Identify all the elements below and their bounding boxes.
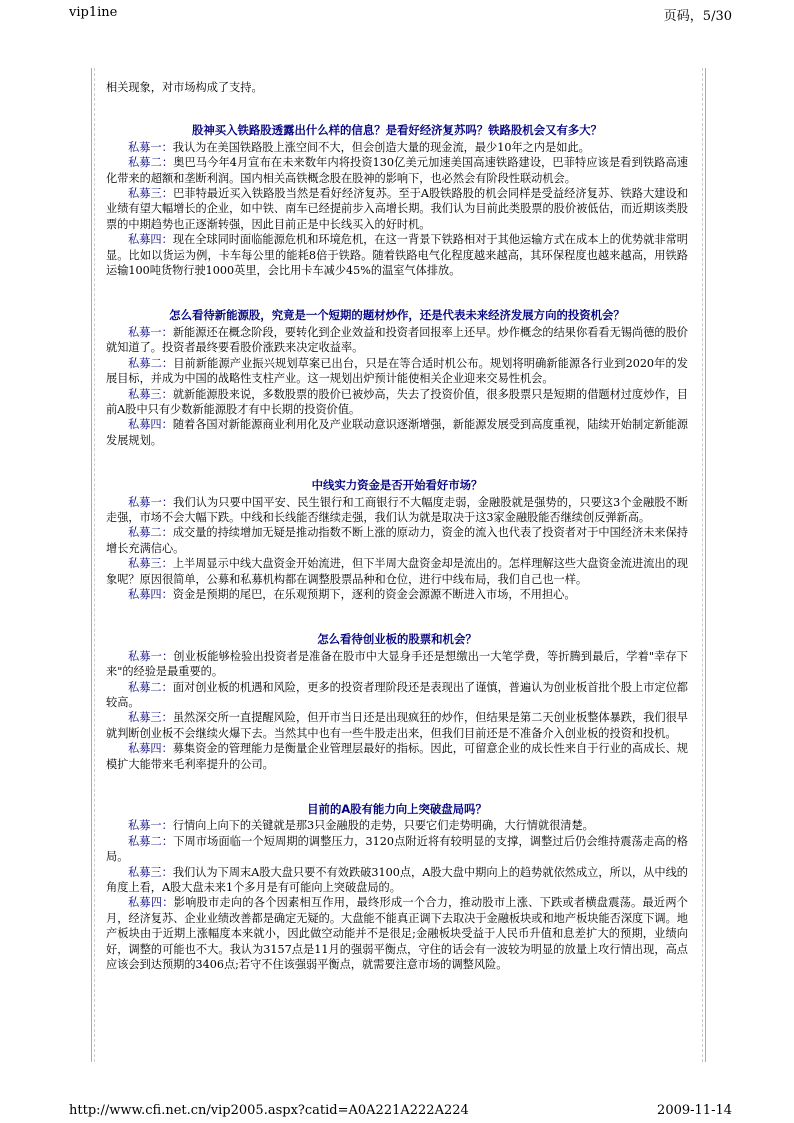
speaker-label: 私募三： — [128, 865, 173, 879]
speaker-label: 私募二： — [128, 356, 174, 370]
speaker-label: 私募四： — [128, 233, 173, 247]
qa-section — [106, 308, 688, 448]
answer-paragraph — [106, 232, 688, 278]
answer-text: 面对创业板的机遇和风险，更多的投资者理阶段还是表现出了谨慎，普遍认为创业板首批个股上市定位都较高。 — [106, 680, 688, 709]
section-title: 中线实力资金是否开始看好市场？ — [311, 478, 483, 493]
speaker-label: 私募一： — [128, 819, 173, 833]
answer-paragraph — [106, 186, 688, 232]
speaker-label: 私募三： — [128, 387, 173, 401]
section-title: 股神买入铁路股透露出什么样的信息？是看好经济复苏吗？铁路股机会又有多大？ — [191, 123, 603, 138]
answer-text: 成交量的持续增加无疑是推动指数不断上涨的原动力，资金的流入也代表了投资者对于中国经济未来保持增长充满信心。 — [106, 526, 688, 555]
answer-text: 巴菲特最近买入铁路股当然是看好经济复苏。至于A股铁路股的机会同样是受益经济复苏、铁路大建设和业绩有望大幅增长的企业，如中铁、南车已经提前步入高增长期。我们认为目前此类股票的股价被低估，而近期该类股票的中期趋势也正逐渐转强，因此目前正是中长线买入的好时机。 — [106, 187, 688, 231]
answer-text: 我们认为只要中国平安、民生银行和工商银行不大幅度走弱，金融股就是强势的，只要这3个金融股不断走强，市场不会大幅下跌。中线和长线能否继续走强，我们认为就是取决于这3家金融股能否继续创反弹新高。 — [106, 495, 688, 524]
speaker-label: 私募三： — [128, 187, 174, 201]
answer-text: 上半周显示中线大盘资金开始流进，但下半周大盘资金却是流出的。怎样理解这些大盘资金流进流出的现象呢？原因很简单，公募和私募机构都在调整股票品种和仓位，进行中线布局，我们自己也一样。 — [106, 557, 688, 586]
section-title: 目前的A股有能力向上突破盘局吗？ — [307, 802, 487, 817]
answer-text: 奥巴马今年4月宣布在未来数年内将投资130亿美元加速美国高速铁路建设，巴菲特应该是看到铁路高速化带来的超额和垄断利润。国内相关高铁概念股在股神的影响下，也必然会有阶段性联动机会。 — [106, 156, 688, 185]
speaker-label: 私募二： — [128, 680, 173, 694]
answer-paragraph — [106, 818, 688, 833]
answer-paragraph — [106, 387, 688, 418]
speaker-label: 私募一： — [128, 649, 174, 663]
answer-text: 就新能源股来说，多数股票的股价已被炒高，失去了投资价值，很多股票只是短期的借题材过度炒作，目前A股中只有少数新能源股才有中长期的投资价值。 — [106, 387, 688, 416]
footer-date: 2009-11-14 — [657, 1103, 732, 1118]
answer-text: 目前新能源产业振兴规划草案已出台，只是在等合适时机公布。规划将明确新能源各行业到2020年的发展目标，并成为中国的战略性支柱产业。这一规划出炉预计能使相关企业迎来交易性机会。 — [106, 356, 688, 386]
answer-paragraph — [106, 587, 688, 602]
answer-paragraph — [106, 834, 688, 865]
answer-paragraph — [106, 895, 688, 972]
intro-paragraph: 相关现象，对市场构成了支持。 — [106, 81, 263, 94]
speaker-label: 私募二： — [128, 834, 174, 848]
answer-text: 行情向上向下的关键就是那3只金融股的走势，只要它们走势明确，大行情就很清楚。 — [172, 819, 594, 833]
answer-paragraph — [106, 325, 688, 356]
section-title: 怎么看待创业板的股票和机会？ — [317, 632, 477, 647]
qa-sections — [106, 123, 688, 972]
answer-text: 现在全球同时面临能源危机和环境危机，在这一背景下铁路相对于其他运输方式在成本上的优势就非常明显。比如以货运为例，卡车每公里的能耗8倍于铁路。随着铁路电气化程度越来越高，其环保程度也越来越高，用铁路运输100吨货物行驶1000英里，会比用卡车减少45%的温室气体排放。 — [106, 233, 688, 278]
answer-paragraph — [106, 495, 688, 526]
answer-paragraph — [106, 417, 688, 448]
qa-section — [106, 802, 688, 972]
answer-paragraph — [106, 140, 688, 155]
header-page-number: 页码，5/30 — [663, 9, 732, 24]
answer-text: 下周市场面临一个短周期的调整压力，3120点附近将有较明显的支撑，调整过后仍会维持震荡走高的格局。 — [106, 834, 688, 864]
answer-paragraph — [106, 356, 688, 387]
speaker-label: 私募四： — [128, 896, 174, 910]
answer-text: 创业板能够检验出投资者是准备在股市中大显身手还是想缴出一大笔学费，等折腾到最后，学着"幸存下来"的经验是最重要的。 — [106, 649, 688, 679]
speaker-label: 私募一： — [128, 495, 174, 509]
answer-text: 资金是预期的尾巴，在乐观预期下，逐利的资金会源源不断进入市场，不用担心。 — [172, 587, 576, 601]
speaker-label: 私募三： — [128, 557, 173, 571]
section-title: 怎么看待新能源股，究竟是一个短期的题材炒作，还是代表未来经济发展方向的投资机会？ — [169, 308, 625, 323]
answer-paragraph — [106, 649, 688, 680]
speaker-label: 私募三： — [128, 711, 173, 725]
answer-text: 虽然深交所一直提醒风险，但开市当日还是出现疯狂的炒作，但结果是第二天创业板整体暴跌，我们很早就判断创业板不会继续火爆下去。当然其中也有一些牛股走出来，但我们目前还是不准备介入创业板的投资和投机。 — [106, 711, 688, 740]
answer-text: 随着各国对新能源商业利用化及产业联动意识逐渐增强，新能源发展受到高度重视，陆续开始制定新能源发展规划。 — [106, 418, 688, 447]
answer-paragraph — [106, 741, 688, 772]
answer-text: 我们认为下周末A股大盘只要不有效跌破3100点，A股大盘中期向上的趋势就依然成立，所以，从中线的角度上看，A股大盘未来1个多月是有可能向上突破盘局的。 — [106, 865, 688, 895]
answer-paragraph — [106, 680, 688, 711]
speaker-label: 私募一： — [128, 325, 173, 339]
qa-section — [106, 478, 688, 602]
speaker-label: 私募二： — [128, 526, 173, 540]
article-body — [106, 80, 688, 1003]
speaker-label: 私募四： — [128, 587, 173, 601]
footer-url: http://www.cfi.net.cn/vip2005.aspx?catid=A0A221A222A224 — [69, 1103, 469, 1118]
answer-paragraph — [106, 865, 688, 896]
answer-text: 我认为在美国铁路股上涨空间不大，但会创造大量的现金流，最少10年之内是如此。 — [172, 140, 590, 154]
answer-paragraph — [106, 525, 688, 556]
answer-text: 影响股市走向的各个因素相互作用，最终形成一个合力，推动股市上涨、下跌或者横盘震荡。最近两个月，经济复苏、企业业绩改善都是确定无疑的。大盘能不能真正调下去取决于金融板块或和地产板块能否深度下调。地产板块由于近期上涨幅度本来就小，因此做空动能并不是很足;金融板块受益于人民币升值和息差扩大的预期，业绩向好，调整的可能也不大。我认为3157点是11月的强弱平衡点，守住的话会有一波较为明显的放量上攻行情出现，高点应该会到达预期的3406点;若守不住该强弱平衡点，就需要注意市场的调整风险。 — [106, 896, 688, 972]
qa-section — [106, 632, 688, 772]
header-site: vip1ine — [69, 5, 118, 20]
speaker-label: 私募四： — [128, 742, 173, 756]
answer-text: 募集资金的管理能力是衡量企业管理层最好的指标。因此，可留意企业的成长性来自于行业的高成长、规模扩大能带来毛利率提升的公司。 — [106, 742, 688, 771]
answer-paragraph — [106, 710, 688, 741]
answer-text: 新能源还在概念阶段，要转化到企业效益和投资者回报率上还早。炒作概念的结果你看看无锡尚德的股价就知道了。投资者最终要看股价涨跌来决定收益率。 — [106, 325, 688, 355]
speaker-label: 私募一： — [128, 140, 173, 154]
speaker-label: 私募四： — [128, 418, 173, 432]
qa-section — [106, 123, 688, 278]
speaker-label: 私募二： — [128, 156, 174, 170]
answer-paragraph — [106, 155, 688, 186]
answer-paragraph — [106, 556, 688, 587]
